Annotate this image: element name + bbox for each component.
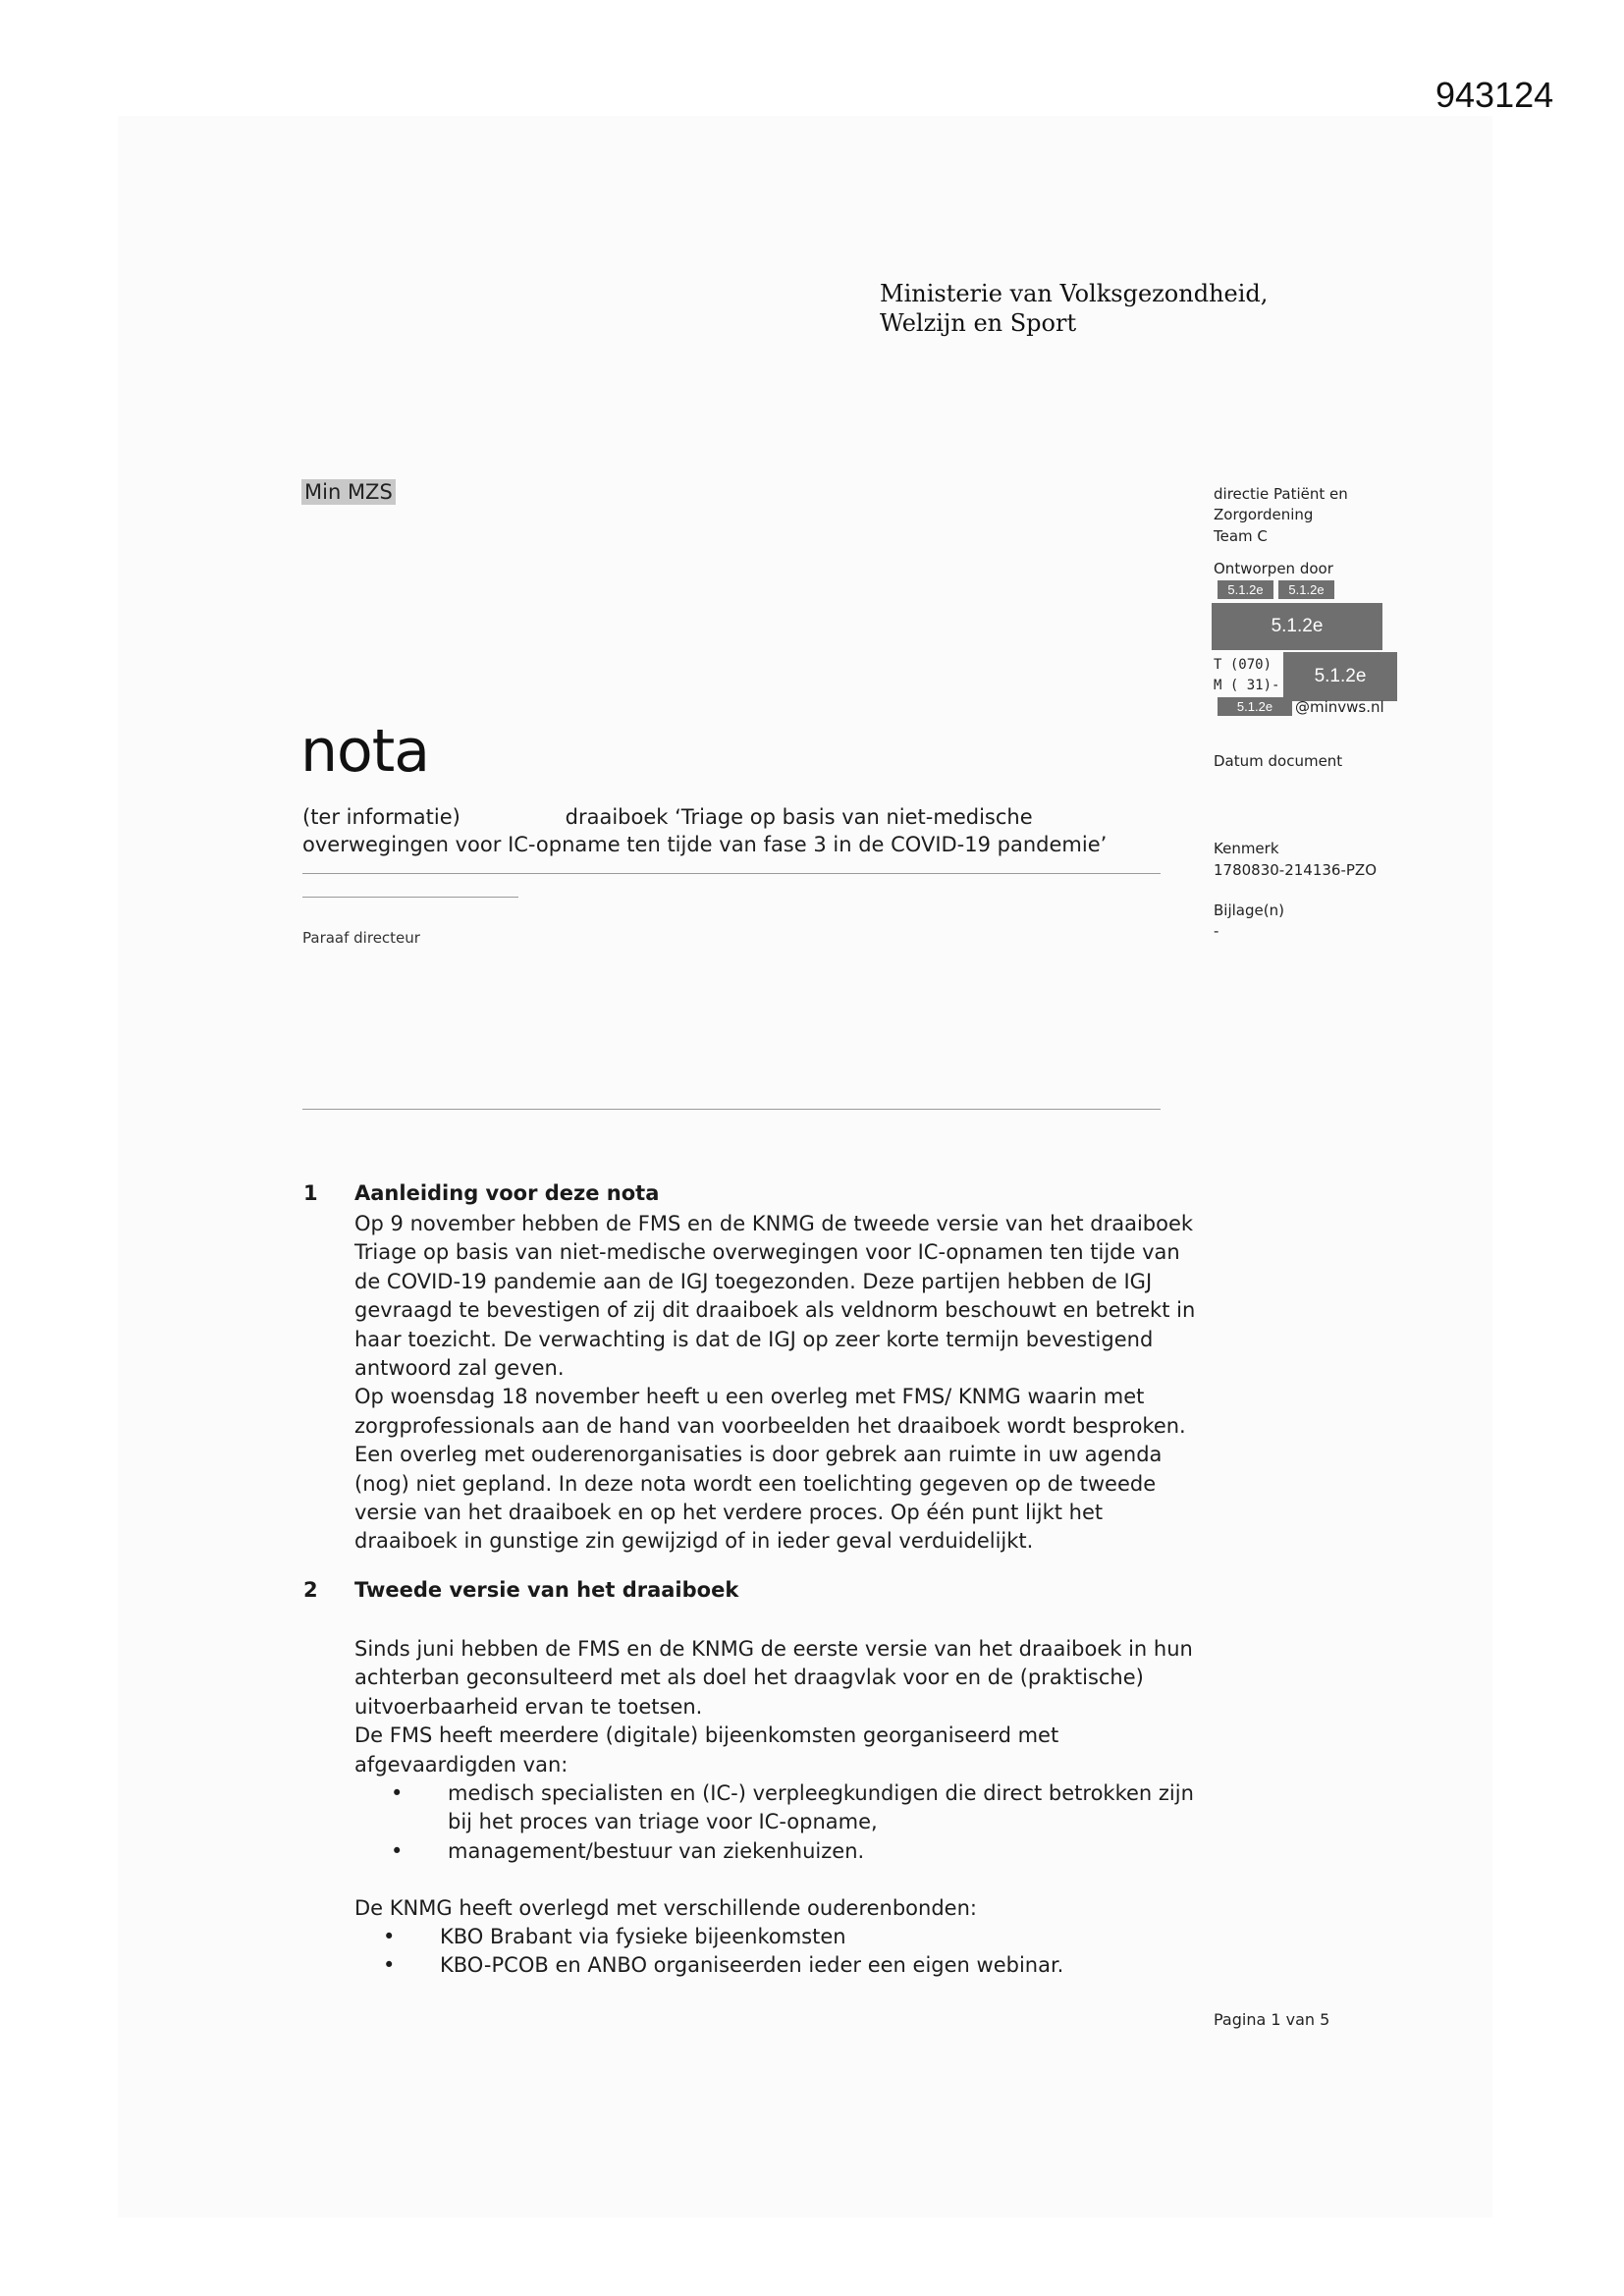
section-body — [354, 1210, 1209, 1557]
section-number: 2 — [303, 1578, 318, 1602]
list-item-text: management/bestuur van ziekenhuizen. — [448, 1838, 865, 1863]
divider — [302, 873, 1161, 874]
bullet-icon: • — [383, 1925, 396, 1948]
section-heading: Tweede versie van het draaiboek — [354, 1578, 739, 1602]
ministry-line-1: Ministerie van Volksgezondheid, — [880, 280, 1269, 307]
designed-by-label: Ontworpen door — [1214, 560, 1333, 577]
divider-short — [302, 897, 518, 898]
paraaf-label: Paraaf directeur — [302, 929, 420, 947]
list-item-text: medisch specialisten en (IC-) verpleegkundigen die direct betrokken zijn bij het proces van triage voor IC-opname, — [448, 1781, 1194, 1834]
redaction-block: 5.1.2e — [1218, 697, 1292, 716]
directorate-line-1: directie Patiënt en — [1214, 485, 1348, 503]
redaction-block: 5.1.2e — [1283, 652, 1397, 701]
document-number: 943124 — [1435, 75, 1554, 115]
directorate-line-2: Zorgordening — [1214, 506, 1314, 523]
list-item-text: KBO Brabant via fysieke bijeenkomsten — [440, 1925, 846, 1948]
redaction-block: 5.1.2e — [1278, 580, 1334, 599]
recipient: Min MZS — [301, 479, 396, 505]
team-name: Team C — [1214, 527, 1268, 545]
email-suffix: @minvws.nl — [1295, 698, 1384, 716]
list-item — [383, 1951, 1208, 1980]
subject-line-1: (ter informatie) draaiboek ‘Triage op basis van niet-medische — [302, 805, 1033, 829]
phone-prefix: T (070) — [1214, 657, 1272, 673]
subject — [302, 803, 1186, 858]
section-heading: Aanleiding voor deze nota — [354, 1181, 660, 1205]
paragraph: De FMS heeft meerdere (digitale) bijeenkomsten georganiseerd met afgevaardigden van: — [354, 1723, 1059, 1777]
page-number: Pagina 1 van 5 — [1214, 2010, 1330, 2029]
date-label: Datum document — [1214, 752, 1343, 770]
bullet-icon: • — [383, 1953, 396, 1978]
attachments-value: - — [1214, 922, 1219, 940]
bullet-icon: • — [391, 1838, 404, 1863]
paragraph: Op 9 november hebben de FMS en de KNMG de tweede versie van het draaiboek Triage op basis van niet-medische overwegingen voor IC-opnamen ten tijde van de COVID-19 pandemie aan de IGJ toegezonden. Deze partijen hebben de IGJ gevraagd te bevestigen of zij dit draaiboek als veldnorm beschouwt en betrekt in haar toezicht. De verwachting is dat de IGJ op zeer korte termijn bevestigend antwoord zal geven. — [354, 1212, 1196, 1381]
reference-value: 1780830-214136-PZO — [1214, 861, 1378, 879]
section-number: 1 — [303, 1181, 318, 1205]
divider — [302, 1109, 1161, 1110]
mobile-prefix: M ( 31)- — [1214, 678, 1280, 693]
list-item — [391, 1779, 1194, 1837]
paragraph: Sinds juni hebben de FMS en de KNMG de eerste versie van het draaiboek in hun achterban geconsulteerd met als doel het draagvlak voor en de (praktische) uitvoerbaarheid ervan te toetsen. — [354, 1637, 1193, 1719]
section-body — [354, 1635, 1209, 1779]
ministry-line-2: Welzijn en Sport — [880, 309, 1077, 337]
list-item — [383, 1923, 1208, 1951]
ministry-logo-text — [880, 279, 1268, 338]
paragraph: Op woensdag 18 november heeft u een overleg met FMS/ KNMG waarin met zorgprofessionals aan de hand van voorbeelden het draaiboek wordt besproken. Een overleg met ouderenorganisaties is door gebrek aan ruimte in uw agenda (nog) niet gepland. In deze nota wordt een toelichting gegeven op de tweede versie van het draaiboek en op het verdere proces. Op één punt lijkt het draaiboek in gunstige zin gewijzigd of in ieder geval verduidelijkt. — [354, 1385, 1186, 1554]
subject-line-2: overwegingen voor IC-opname ten tijde van fase 3 in de COVID-19 pandemie’ — [302, 833, 1108, 856]
bullet-icon: • — [391, 1781, 404, 1805]
reference-label: Kenmerk — [1214, 840, 1279, 857]
list-item-text: KBO-PCOB en ANBO organiseerden ieder een eigen webinar. — [440, 1953, 1064, 1978]
redaction-block: 5.1.2e — [1212, 603, 1382, 650]
knmg-intro: De KNMG heeft overlegd met verschillende ouderenbonden: — [354, 1896, 977, 1920]
redaction-block: 5.1.2e — [1218, 580, 1273, 599]
bullet-list-knmg — [383, 1923, 1208, 1981]
list-item — [391, 1837, 1194, 1866]
document-title: nota — [300, 717, 430, 786]
attachments-label: Bijlage(n) — [1214, 902, 1284, 919]
bullet-list-fms — [391, 1779, 1194, 1866]
